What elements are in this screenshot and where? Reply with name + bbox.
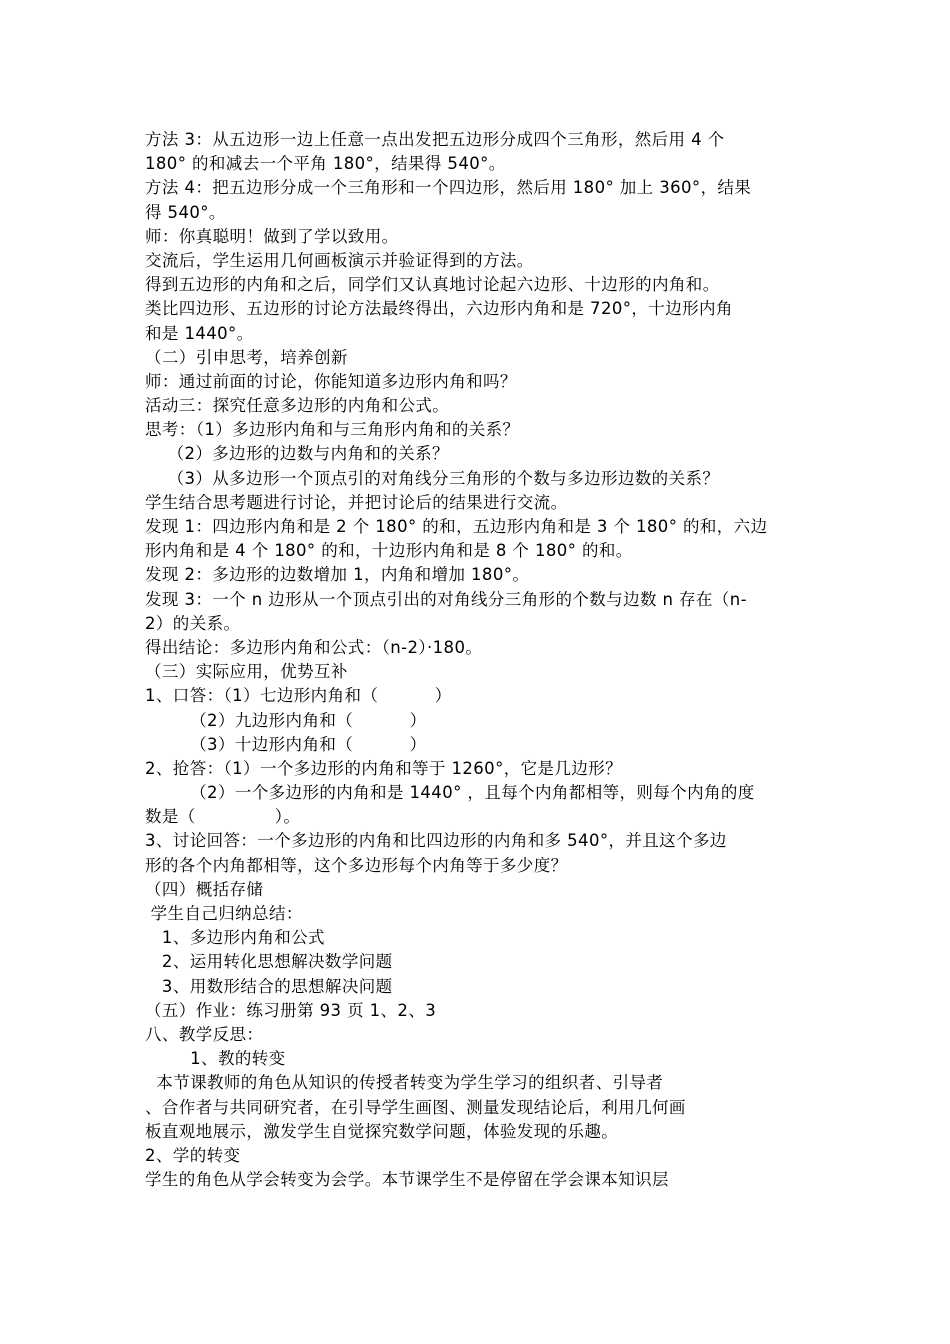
section-heading: （三）实际应用，优势互补 — [145, 662, 348, 682]
text-line: 2）的关系。 — [145, 613, 241, 633]
text-line: （3）从多边形一个顶点引的对角线分三角形的个数与多边形边数的关系？ — [145, 468, 720, 488]
text-line: 形内角和是 4 个 180° 的和，十边形内角和是 8 个 180° 的和。 — [145, 541, 633, 561]
section-heading: （五）作业：练习册第 93 页 1、2、3 — [145, 1000, 437, 1020]
text-line: 1、口答：（1）七边形内角和（ ） — [145, 686, 452, 706]
text-line: 发现 2：多边形的边数增加 1，内角和增加 180°。 — [145, 565, 530, 585]
text-line: 方法 4：把五边形分成一个三角形和一个四边形，然后用 180° 加上 360°，结果 — [145, 178, 752, 198]
text-line: 活动三：探究任意多边形的内角和公式。 — [145, 396, 450, 416]
text-line: 1、教的转变 — [145, 1049, 286, 1069]
text-line: 180° 的和减去一个平角 180°，结果得 540°。 — [145, 154, 506, 174]
text-line: （2）九边形内角和（ ） — [145, 710, 427, 730]
text-line: 2、抢答：（1）一个多边形的内角和等于 1260°，它是几边形？ — [145, 758, 623, 778]
text-line: 学生结合思考题进行讨论，并把讨论后的结果进行交流。 — [145, 492, 568, 512]
text-line: （2）一个多边形的内角和是 1440° ，且每个内角都相等，则每个内角的度 — [145, 783, 755, 803]
text-line: 师：通过前面的讨论，你能知道多边形内角和吗？ — [145, 371, 517, 391]
text-line: 3、讨论回答：一个多边形的内角和比四边形的内角和多 540°，并且这个多边 — [145, 831, 727, 851]
document-body — [145, 128, 810, 1192]
text-line: 思考：（1）多边形内角和与三角形内角和的关系？ — [145, 420, 520, 440]
text-line: 学生的角色从学会转变为会学。本节课学生不是停留在学会课本知识层 — [145, 1170, 669, 1190]
text-line: 1、多边形内角和公式 — [145, 928, 325, 948]
text-line: 3、用数形结合的思想解决问题 — [145, 976, 393, 996]
section-heading: （二）引申思考，培养创新 — [145, 347, 348, 367]
text-line: 得到五边形的内角和之后，同学们又认真地讨论起六边形、十边形的内角和。 — [145, 275, 720, 295]
text-line: 板直观地展示，激发学生自觉探究数学问题，体验发现的乐趣。 — [145, 1121, 619, 1141]
text-line: 得出结论：多边形内角和公式：（n-2）·180。 — [145, 637, 483, 657]
text-line: 数是（ ）。 — [145, 807, 301, 827]
text-line: （3）十边形内角和（ ） — [145, 734, 427, 754]
text-line: 发现 1：四边形内角和是 2 个 180° 的和，五边形内角和是 3 个 180° 的和，六边 — [145, 517, 768, 536]
text-line: 发现 3：一个 n 边形从一个顶点引出的对角线分三角形的个数与边数 n 存在（n- — [145, 589, 747, 609]
text-line: 师：你真聪明！做到了学以致用。 — [145, 226, 399, 246]
text-line: 和是 1440°。 — [145, 323, 254, 343]
text-line: 交流后，学生运用几何画板演示并验证得到的方法。 — [145, 250, 534, 270]
text-line: 方法 3：从五边形一边上任意一点出发把五边形分成四个三角形，然后用 4 个 — [145, 130, 725, 149]
section-heading: 八、教学反思： — [145, 1024, 264, 1044]
text-line: 2、学的转变 — [145, 1145, 241, 1165]
text-line: 2、运用转化思想解决数学问题 — [145, 952, 393, 972]
text-line: 本节课教师的角色从知识的传授者转变为学生学习的组织者、引导者 — [145, 1073, 664, 1093]
text-line: 、合作者与共同研究者，在引导学生画图、测量发现结论后，利用几何画 — [145, 1097, 686, 1117]
section-heading: （四）概括存储 — [145, 879, 264, 899]
text-line: 类比四边形、五边形的讨论方法最终得出，六边形内角和是 720°，十边形内角 — [145, 299, 733, 319]
text-line: 形的各个内角都相等，这个多边形每个内角等于多少度？ — [145, 855, 568, 875]
text-line: 得 540°。 — [145, 202, 226, 222]
text-line: 学生自己归纳总结： — [145, 904, 303, 923]
text-line: （2）多边形的边数与内角和的关系？ — [145, 444, 449, 464]
